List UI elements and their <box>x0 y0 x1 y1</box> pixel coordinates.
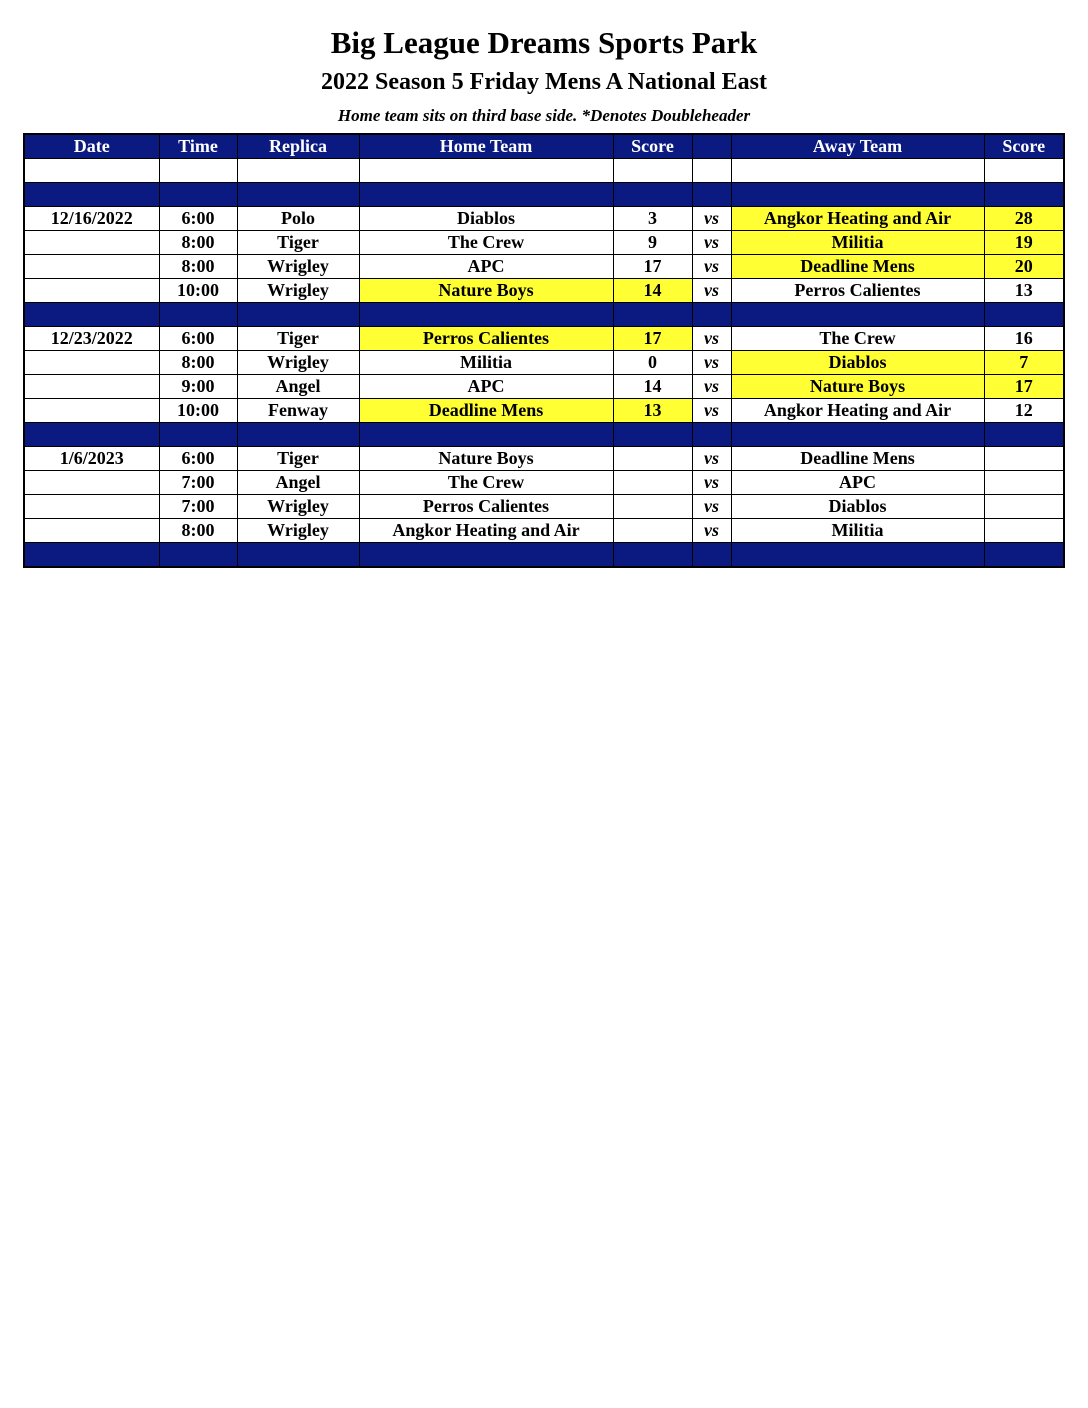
column-header-replica: Replica <box>237 134 359 159</box>
home-score-cell: 14 <box>613 375 692 399</box>
away-score-cell <box>984 447 1064 471</box>
date-cell <box>24 519 159 543</box>
schedule-note: Home team sits on third base side. *Denotes Doubleheader <box>337 106 751 125</box>
away-team-cell: Militia <box>731 231 984 255</box>
empty-cell <box>159 543 237 568</box>
away-team-cell: Deadline Mens <box>731 255 984 279</box>
time-cell: 10:00 <box>159 399 237 423</box>
home-score-cell <box>613 471 692 495</box>
game-row <box>24 447 1064 471</box>
home-team-cell: Perros Calientes <box>359 495 613 519</box>
away-team-cell: Diablos <box>731 351 984 375</box>
schedule-body <box>24 159 1064 568</box>
date-cell <box>24 279 159 303</box>
replica-cell: Tiger <box>237 327 359 351</box>
home-team-cell: APC <box>359 375 613 399</box>
vs-cell: vs <box>692 519 731 543</box>
empty-cell <box>24 159 159 183</box>
schedule-table <box>23 133 1065 568</box>
home-score-cell: 0 <box>613 351 692 375</box>
replica-cell: Wrigley <box>237 351 359 375</box>
date-cell <box>24 351 159 375</box>
column-header-away-team: Away Team <box>731 134 984 159</box>
column-header-home-team: Home Team <box>359 134 613 159</box>
time-cell: 6:00 <box>159 207 237 231</box>
replica-cell: Wrigley <box>237 255 359 279</box>
time-cell: 8:00 <box>159 231 237 255</box>
empty-cell <box>731 303 984 327</box>
home-team-cell: APC <box>359 255 613 279</box>
away-team-cell: Perros Calientes <box>731 279 984 303</box>
game-row <box>24 231 1064 255</box>
replica-cell: Wrigley <box>237 519 359 543</box>
empty-cell <box>159 423 237 447</box>
column-header-home-score: Score <box>613 134 692 159</box>
empty-cell <box>984 183 1064 207</box>
home-score-cell <box>613 447 692 471</box>
home-team-cell: Diablos <box>359 207 613 231</box>
away-score-cell: 12 <box>984 399 1064 423</box>
away-score-cell <box>984 519 1064 543</box>
game-row <box>24 327 1064 351</box>
home-team-cell: Militia <box>359 351 613 375</box>
empty-cell <box>613 303 692 327</box>
vs-cell: vs <box>692 255 731 279</box>
home-score-cell: 3 <box>613 207 692 231</box>
game-row <box>24 375 1064 399</box>
page-subtitle: 2022 Season 5 Friday Mens A National East <box>320 69 768 95</box>
empty-cell <box>692 159 731 183</box>
away-score-cell: 17 <box>984 375 1064 399</box>
vs-cell: vs <box>692 327 731 351</box>
time-cell: 7:00 <box>159 471 237 495</box>
column-header-time: Time <box>159 134 237 159</box>
away-score-cell: 7 <box>984 351 1064 375</box>
time-cell: 9:00 <box>159 375 237 399</box>
empty-cell <box>984 543 1064 568</box>
empty-cell <box>159 303 237 327</box>
replica-cell: Wrigley <box>237 279 359 303</box>
game-row <box>24 279 1064 303</box>
vs-cell: vs <box>692 375 731 399</box>
away-team-cell: Deadline Mens <box>731 447 984 471</box>
empty-cell <box>237 159 359 183</box>
empty-cell <box>613 159 692 183</box>
home-team-cell: Deadline Mens <box>359 399 613 423</box>
time-cell: 10:00 <box>159 279 237 303</box>
empty-cell <box>159 183 237 207</box>
away-team-cell: APC <box>731 471 984 495</box>
empty-cell <box>237 423 359 447</box>
empty-cell <box>237 183 359 207</box>
home-team-cell: Angkor Heating and Air <box>359 519 613 543</box>
empty-cell <box>24 183 159 207</box>
away-score-cell <box>984 471 1064 495</box>
vs-cell: vs <box>692 231 731 255</box>
away-score-cell <box>984 495 1064 519</box>
empty-cell <box>359 183 613 207</box>
away-team-cell: Angkor Heating and Air <box>731 399 984 423</box>
away-score-cell: 16 <box>984 327 1064 351</box>
home-score-cell: 14 <box>613 279 692 303</box>
separator-row <box>24 303 1064 327</box>
replica-cell: Angel <box>237 375 359 399</box>
empty-cell <box>613 543 692 568</box>
home-score-cell <box>613 495 692 519</box>
home-team-cell: Nature Boys <box>359 447 613 471</box>
game-row <box>24 207 1064 231</box>
column-header-vs <box>692 134 731 159</box>
time-cell: 6:00 <box>159 327 237 351</box>
replica-cell: Tiger <box>237 231 359 255</box>
empty-cell <box>692 183 731 207</box>
empty-cell <box>692 543 731 568</box>
empty-cell <box>359 543 613 568</box>
vs-cell: vs <box>692 495 731 519</box>
separator-row <box>24 543 1064 568</box>
vs-cell: vs <box>692 471 731 495</box>
time-cell: 7:00 <box>159 495 237 519</box>
date-cell <box>24 471 159 495</box>
away-team-cell: Diablos <box>731 495 984 519</box>
home-score-cell: 17 <box>613 255 692 279</box>
time-cell: 8:00 <box>159 519 237 543</box>
game-row <box>24 495 1064 519</box>
header-row <box>24 134 1064 159</box>
page-title: Big League Dreams Sports Park <box>330 25 758 60</box>
empty-cell <box>613 183 692 207</box>
empty-cell <box>731 159 984 183</box>
separator-row <box>24 423 1064 447</box>
game-row <box>24 351 1064 375</box>
empty-cell <box>359 303 613 327</box>
empty-cell <box>24 543 159 568</box>
away-score-cell: 19 <box>984 231 1064 255</box>
home-team-cell: The Crew <box>359 231 613 255</box>
away-score-cell: 20 <box>984 255 1064 279</box>
game-row <box>24 399 1064 423</box>
column-header-date: Date <box>24 134 159 159</box>
time-cell: 8:00 <box>159 255 237 279</box>
game-row <box>24 471 1064 495</box>
empty-cell <box>237 303 359 327</box>
game-row <box>24 255 1064 279</box>
empty-cell <box>692 423 731 447</box>
date-cell <box>24 495 159 519</box>
away-team-cell: The Crew <box>731 327 984 351</box>
empty-cell <box>24 423 159 447</box>
replica-cell: Wrigley <box>237 495 359 519</box>
away-team-cell: Militia <box>731 519 984 543</box>
game-row <box>24 519 1064 543</box>
empty-cell <box>692 303 731 327</box>
empty-cell <box>237 543 359 568</box>
date-cell <box>24 231 159 255</box>
separator-row <box>24 183 1064 207</box>
date-cell: 1/6/2023 <box>24 447 159 471</box>
replica-cell: Fenway <box>237 399 359 423</box>
replica-cell: Tiger <box>237 447 359 471</box>
date-cell <box>24 255 159 279</box>
date-cell <box>24 375 159 399</box>
home-score-cell: 13 <box>613 399 692 423</box>
column-header-away-score: Score <box>984 134 1064 159</box>
empty-cell <box>159 159 237 183</box>
home-team-cell: The Crew <box>359 471 613 495</box>
replica-cell: Angel <box>237 471 359 495</box>
replica-cell: Polo <box>237 207 359 231</box>
empty-cell <box>984 159 1064 183</box>
time-cell: 8:00 <box>159 351 237 375</box>
home-score-cell <box>613 519 692 543</box>
away-team-cell: Nature Boys <box>731 375 984 399</box>
empty-cell <box>613 423 692 447</box>
home-score-cell: 9 <box>613 231 692 255</box>
empty-cell <box>24 303 159 327</box>
date-cell: 12/23/2022 <box>24 327 159 351</box>
away-team-cell: Angkor Heating and Air <box>731 207 984 231</box>
away-score-cell: 28 <box>984 207 1064 231</box>
empty-cell <box>984 303 1064 327</box>
vs-cell: vs <box>692 279 731 303</box>
vs-cell: vs <box>692 399 731 423</box>
vs-cell: vs <box>692 447 731 471</box>
empty-cell <box>359 159 613 183</box>
away-score-cell: 13 <box>984 279 1064 303</box>
empty-cell <box>984 423 1064 447</box>
empty-cell <box>731 183 984 207</box>
vs-cell: vs <box>692 207 731 231</box>
blank-row <box>24 159 1064 183</box>
date-cell: 12/16/2022 <box>24 207 159 231</box>
home-team-cell: Perros Calientes <box>359 327 613 351</box>
vs-cell: vs <box>692 351 731 375</box>
home-team-cell: Nature Boys <box>359 279 613 303</box>
date-cell <box>24 399 159 423</box>
empty-cell <box>359 423 613 447</box>
home-score-cell: 17 <box>613 327 692 351</box>
empty-cell <box>731 423 984 447</box>
empty-cell <box>731 543 984 568</box>
time-cell: 6:00 <box>159 447 237 471</box>
